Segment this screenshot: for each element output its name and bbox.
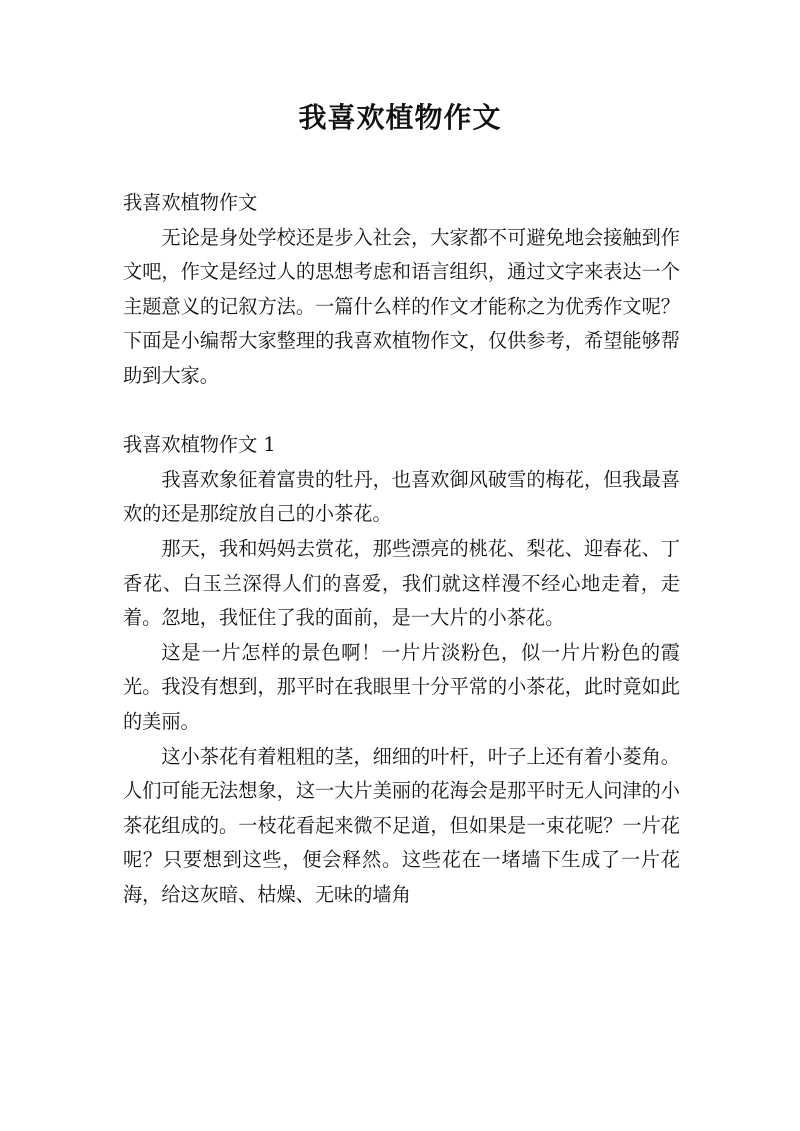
essay1-paragraph: 那天，我和妈妈去赏花，那些漂亮的桃花、梨花、迎春花、丁香花、白玉兰深得人们的喜爱，我们就这样漫不经心地走着，走着。忽地，我怔住了我的面前，是一大片的小茶花。 — [123, 536, 680, 630]
essay1-paragraph: 这是一片怎样的景色啊！一片片淡粉色，似一片片粉色的霞光。我没有想到，那平时在我眼里十分平常的小茶花，此时竟如此的美丽。 — [123, 640, 680, 733]
document-title: 我喜欢植物作文 — [298, 101, 502, 134]
section-spacer — [123, 394, 680, 429]
intro-heading: 我喜欢植物作文 — [123, 191, 258, 214]
document-body — [123, 186, 680, 912]
essay1-paragraph: 这小茶花有着粗粗的茎，细细的叶杆，叶子上还有着小菱角。人们可能无法想象，这一大片美丽的花海会是那平时无人问津的小茶花组成的。一枝花看起来微不足道，但如果是一束花呢？一片花呢？只要想到这些，便会释然。这些花在一堵墙下生成了一片花海，给这灰暗、枯燥、无味的墙角 — [123, 744, 680, 906]
intro-paragraph: 无论是身处学校还是步入社会，大家都不可避免地会接触到作文吧，作文是经过人的思想考虑和语言组织，通过文字来表达一个主题意义的记叙方法。一篇什么样的作文才能称之为优秀作文呢？下面是小编帮大家整理的我喜欢植物作文，仅供参考，希望能够帮助到大家。 — [123, 225, 680, 387]
essay1-paragraph: 我喜欢象征着富贵的牡丹，也喜欢御风破雪的梅花，但我最喜欢的还是那绽放自己的小茶花。 — [123, 467, 680, 526]
essay1-heading: 我喜欢植物作文 1 — [123, 433, 276, 457]
